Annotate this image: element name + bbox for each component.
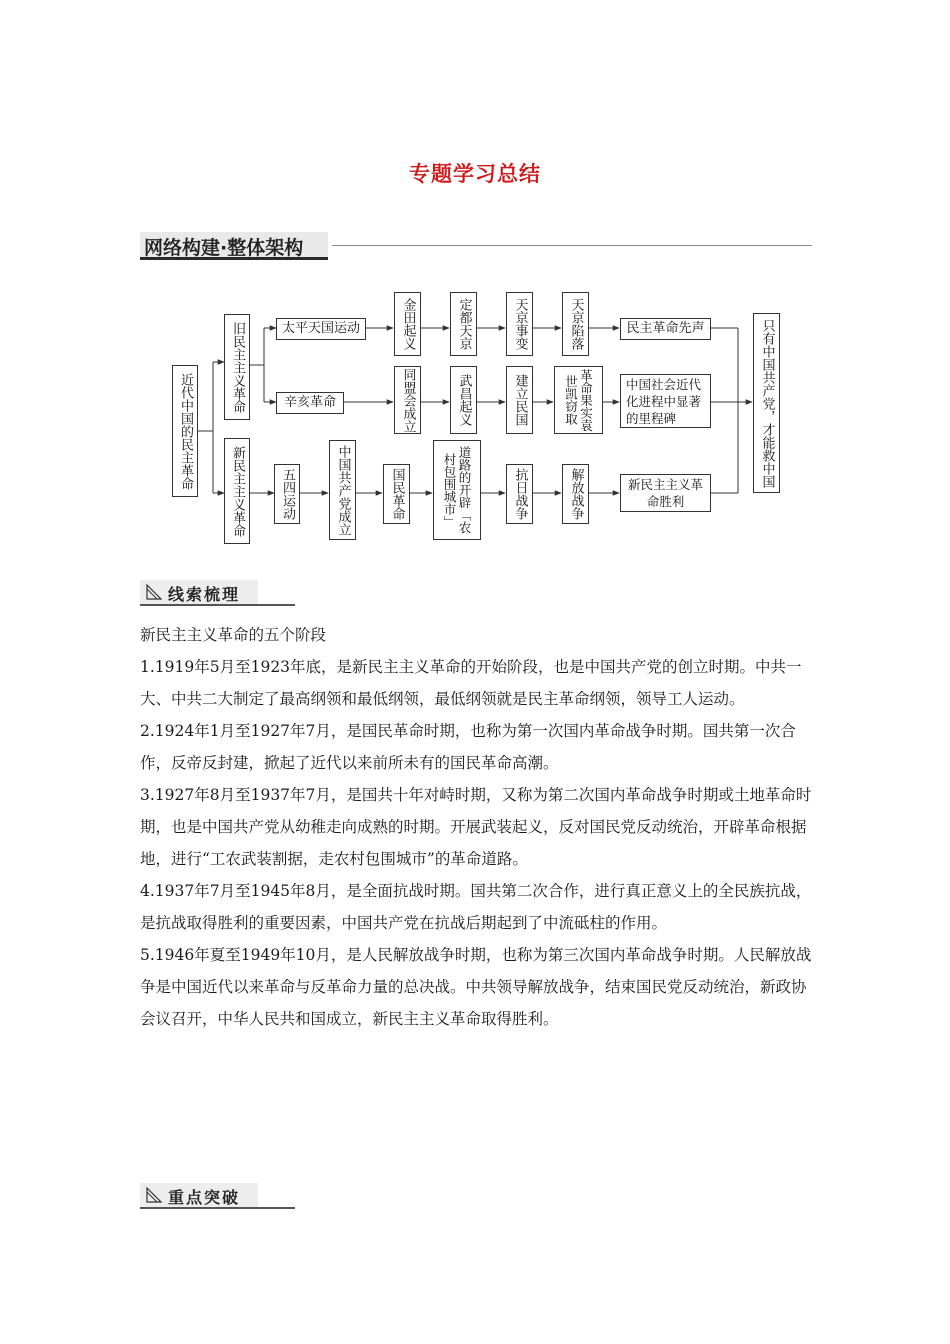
diagonal-corner-icon — [146, 1187, 162, 1203]
may-fourth-movement: 五四运动 — [274, 464, 300, 524]
anti-japanese-war: 抗日战争 — [506, 464, 533, 524]
clue-item: 2.1924年1月至1927年7月，是国民革命时期，也称为第一次国内革命战争时期。国共第一次合作，反帝反封建，掀起了近代以来前所未有的国民革命高潮。 — [140, 722, 796, 772]
yuan-steals-fruits: 革命果实袁世凯窃取 — [554, 366, 603, 434]
section-clue-heading — [140, 580, 295, 606]
clue-content — [140, 619, 820, 1035]
jintian-uprising: 金田起义 — [394, 292, 421, 356]
diagonal-corner-icon — [146, 584, 162, 600]
capital-tianjing: 定都天京 — [450, 292, 477, 356]
section-key-heading — [140, 1183, 295, 1209]
liberation-war: 解放战争 — [562, 464, 589, 524]
clue-intro: 新民主主义革命的五个阶段 — [140, 626, 327, 644]
old-democratic-revolution: 旧民主主义革命 — [224, 314, 250, 420]
diagram-conclusion: 只有中国共产党，才能救中国 — [753, 313, 780, 493]
new-democratic-revolution: 新民主主义革命 — [224, 438, 250, 544]
rural-encircle-road: 道路的开辟「农村包围城市」 — [433, 440, 481, 540]
pioneer-democratic: 民主革命先声 — [620, 318, 711, 340]
section-underline — [140, 604, 295, 606]
xinhai-revolution: 辛亥革命 — [276, 392, 344, 414]
modernization-milestone: 中国社会近代化进程中显著的里程碑 — [620, 374, 711, 428]
concept-diagram — [0, 0, 950, 560]
page-title: 专题学习总结 — [409, 162, 541, 186]
section-title: 线索梳理 — [168, 585, 241, 604]
ccp-founded: 中国共产党成立 — [329, 440, 356, 540]
section-underline — [140, 1207, 295, 1209]
banner-label: 网络构建·整体架构 — [144, 237, 304, 259]
wuchang-uprising: 武昌起义 — [450, 366, 477, 434]
new-democratic-victory: 新民主主义革命胜利 — [620, 474, 711, 512]
diagram-root: 近代中国的民主革命 — [172, 365, 198, 497]
clue-item: 4.1937年7月至1945年8月，是全面抗战时期。国共第二次合作，进行真正意义上的全民族抗战，是抗战取得胜利的重要因素，中国共产党在抗战后期起到了中流砥柱的作用。 — [140, 882, 812, 932]
clue-item: 1.1919年5月至1923年底，是新民主主义革命的开始阶段，也是中国共产党的创立时期。中共一大、中共二大制定了最高纲领和最低纲领，最低纲领就是民主革命纲领，领导工人运动。 — [140, 658, 802, 708]
tongmenghui-founded: 同盟会成立 — [394, 366, 421, 434]
clue-item: 5.1946年夏至1949年10月，是人民解放战争时期，也称为第三次国内革命战争时期。人民解放战争是中国近代以来革命与反革命力量的总决战。中共领导解放战争，结束国民党反动统治，新政协会议召开，中华人民共和国成立，新民主主义革命取得胜利。 — [140, 946, 812, 1028]
clue-item: 3.1927年8月至1937年7月，是国共十年对峙时期，又称为第二次国内革命战争时期或土地革命时期，也是中国共产党从幼稚走向成熟的时期。开展武装起义，反对国民党反动统治，开辟革命根据地，进行“工农武装割据，走农村包围城市”的革命道路。 — [140, 786, 812, 868]
tianjing-fall: 天京陷落 — [562, 292, 589, 356]
found-republic: 建立民国 — [506, 366, 533, 434]
tianjing-incident: 天京事变 — [506, 292, 533, 356]
section-title: 重点突破 — [168, 1188, 241, 1207]
taiping-movement: 太平天国运动 — [276, 318, 366, 340]
national-revolution: 国民革命 — [383, 464, 410, 524]
